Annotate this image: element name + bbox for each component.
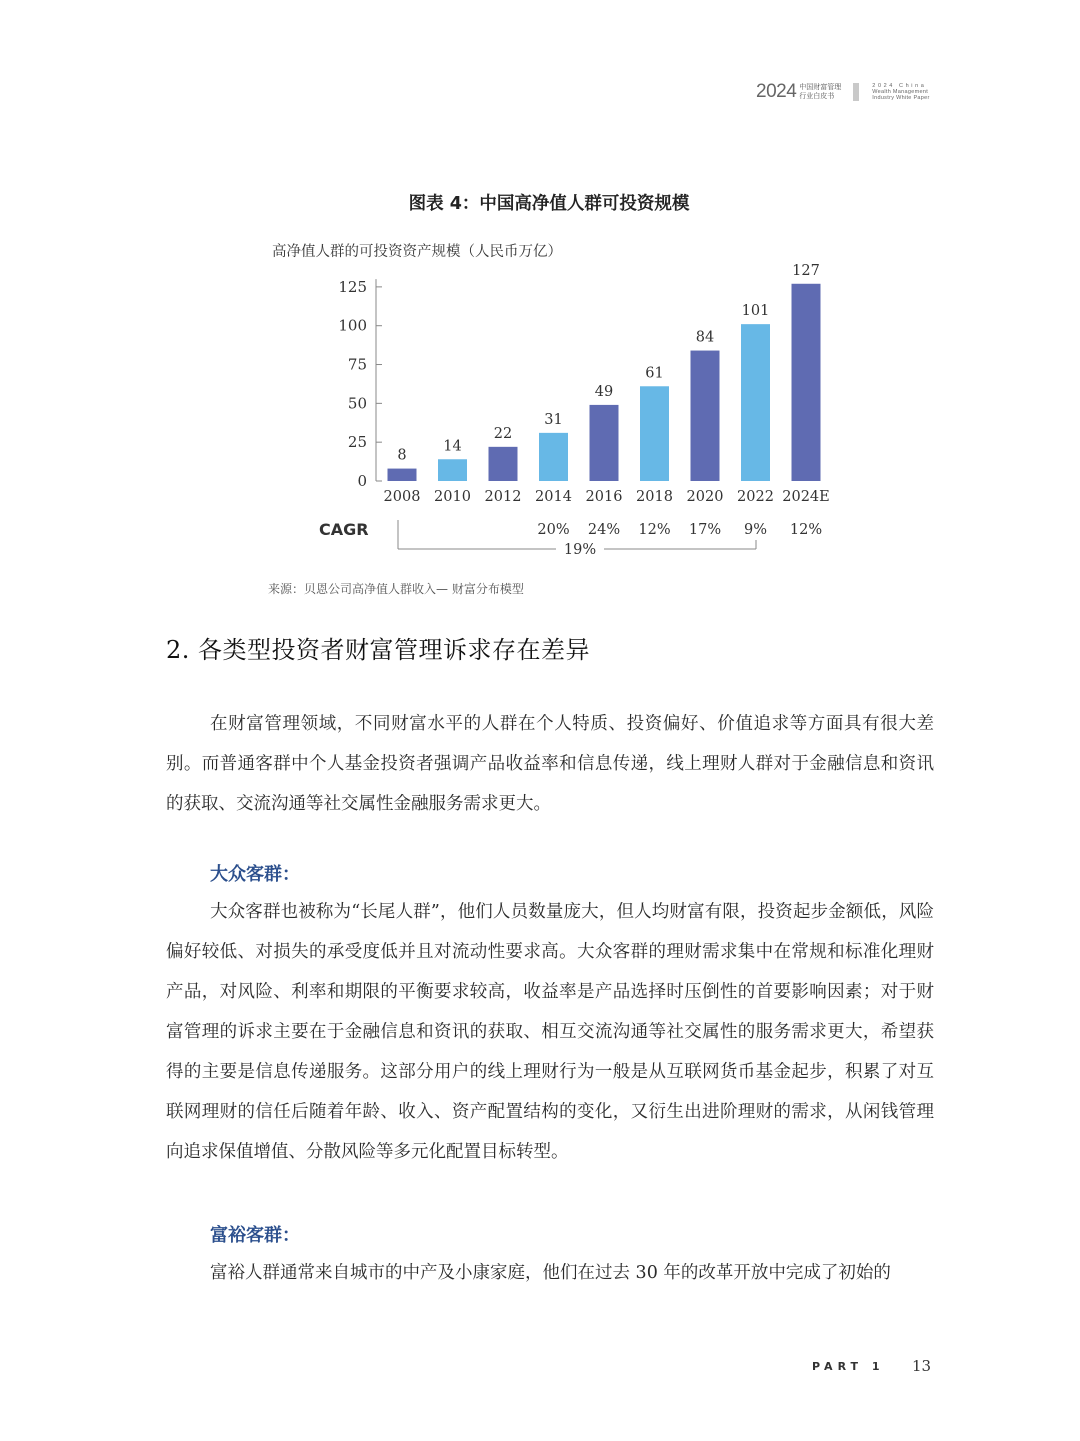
- subheading-mass-clients: 大众客群：: [210, 864, 300, 885]
- subheading-affluent-clients: 富裕客群：: [210, 1225, 300, 1246]
- bar-value-label: 22: [493, 425, 513, 442]
- cagr-value: 24%: [587, 522, 621, 538]
- y-tick-label: 125: [338, 277, 367, 296]
- x-tick-label: 2014: [535, 489, 572, 505]
- y-tick-label: 50: [347, 394, 367, 413]
- bar: [388, 469, 417, 481]
- affluent-clients-paragraph: 富裕人群通常来自城市的中产及小康家庭，他们在过去 30 年的改革开放中完成了初始的: [210, 1263, 891, 1283]
- x-tick-label: 2022: [737, 489, 774, 505]
- bar: [539, 433, 568, 481]
- y-tick-label: 75: [347, 355, 367, 374]
- bar-value-label: 101: [741, 303, 770, 320]
- mass-clients-paragraph: 大众客群也被称为“长尾人群”，他们人员数量庞大，但人均财富有限，投资起步金额低，风险偏好较低、对损失的承受度低并且对流动性要求高。大众客群的理财需求集中在常规和标准化理财产品，对风险、利率和期限的平衡要求较高，收益率是产品选择时压倒性的首要影响因素；对于财富管理的诉求主要在于金融信息和资讯的获取、相互交流沟通等社交属性的服务需求更大，希望获得的主要是信息传递服务。这部分用户的线上理财行为一般是从互联网货币基金起步，积累了对互联网理财的信任后随着年龄、收入、资产配置结构的变化，又衍生出进阶理财的需求，从闲钱管理向追求保值增值、分散风险等多元化配置目标转型。: [166, 902, 934, 1162]
- bar: [741, 324, 770, 481]
- x-tick-label: 2008: [383, 489, 421, 505]
- bar-value-label: 8: [397, 447, 407, 464]
- y-tick-label: 25: [347, 433, 367, 452]
- cagr-value: 9%: [743, 522, 768, 538]
- y-tick-label: 100: [338, 316, 367, 335]
- footer-part-label: PART 1: [812, 1360, 885, 1373]
- header-year: 2024: [756, 81, 797, 102]
- x-tick-label: 2018: [636, 489, 673, 505]
- x-tick-label: 2020: [686, 489, 724, 505]
- y-axis-label: 高净值人群的可投资资产规模（人民币万亿）: [272, 244, 562, 260]
- cagr-label: CAGR: [319, 520, 369, 539]
- section-title: 2. 各类型投资者财富管理诉求存在差异: [166, 636, 591, 664]
- bar-chart: [0, 0, 1080, 600]
- bar: [438, 459, 467, 481]
- bar-value-label: 49: [594, 383, 614, 400]
- cagr-overall-value: 19%: [563, 542, 597, 558]
- bar: [489, 447, 518, 481]
- chart-title: 图表 4：中国高净值人群可投资规模: [408, 194, 690, 214]
- bar-value-label: 84: [695, 329, 715, 346]
- header-en-line3: Industry White Paper: [872, 95, 930, 102]
- x-tick-label: 2024E: [782, 489, 830, 505]
- cagr-value: 17%: [688, 522, 722, 538]
- x-tick-label: 2016: [585, 489, 623, 505]
- chart-source: 来源：贝恩公司高净值人群收入— 财富分布模型: [268, 582, 524, 596]
- x-tick-label: 2012: [484, 489, 522, 505]
- header-en-line1: 2024 China: [872, 82, 927, 89]
- header-cn-line2: 行业白皮书: [799, 92, 835, 100]
- cagr-value: 12%: [789, 522, 823, 538]
- bar-value-label: 127: [792, 262, 820, 279]
- bar-value-label: 14: [443, 438, 462, 455]
- bar: [792, 284, 821, 481]
- intro-paragraph: 在财富管理领域，不同财富水平的人群在个人特质、投资偏好、价值追求等方面具有很大差别。而普通客群中个人基金投资者强调产品收益率和信息传递，线上理财人群对于金融信息和资讯的获取、交流沟通等社交属性金融服务需求更大。: [166, 714, 934, 814]
- bar-value-label: 31: [544, 411, 563, 428]
- y-tick-label: 0: [357, 472, 367, 490]
- bar-value-label: 61: [645, 365, 664, 382]
- header-cn-line1: 中国财富管理: [799, 83, 842, 91]
- bar: [640, 386, 669, 481]
- cagr-value: 20%: [537, 522, 570, 538]
- bar: [590, 405, 619, 481]
- x-tick-label: 2010: [434, 489, 471, 505]
- cagr-value: 12%: [638, 522, 671, 538]
- header-en-line2: Wealth Management: [872, 88, 929, 95]
- bar: [691, 351, 720, 481]
- page-number: 13: [912, 1357, 932, 1375]
